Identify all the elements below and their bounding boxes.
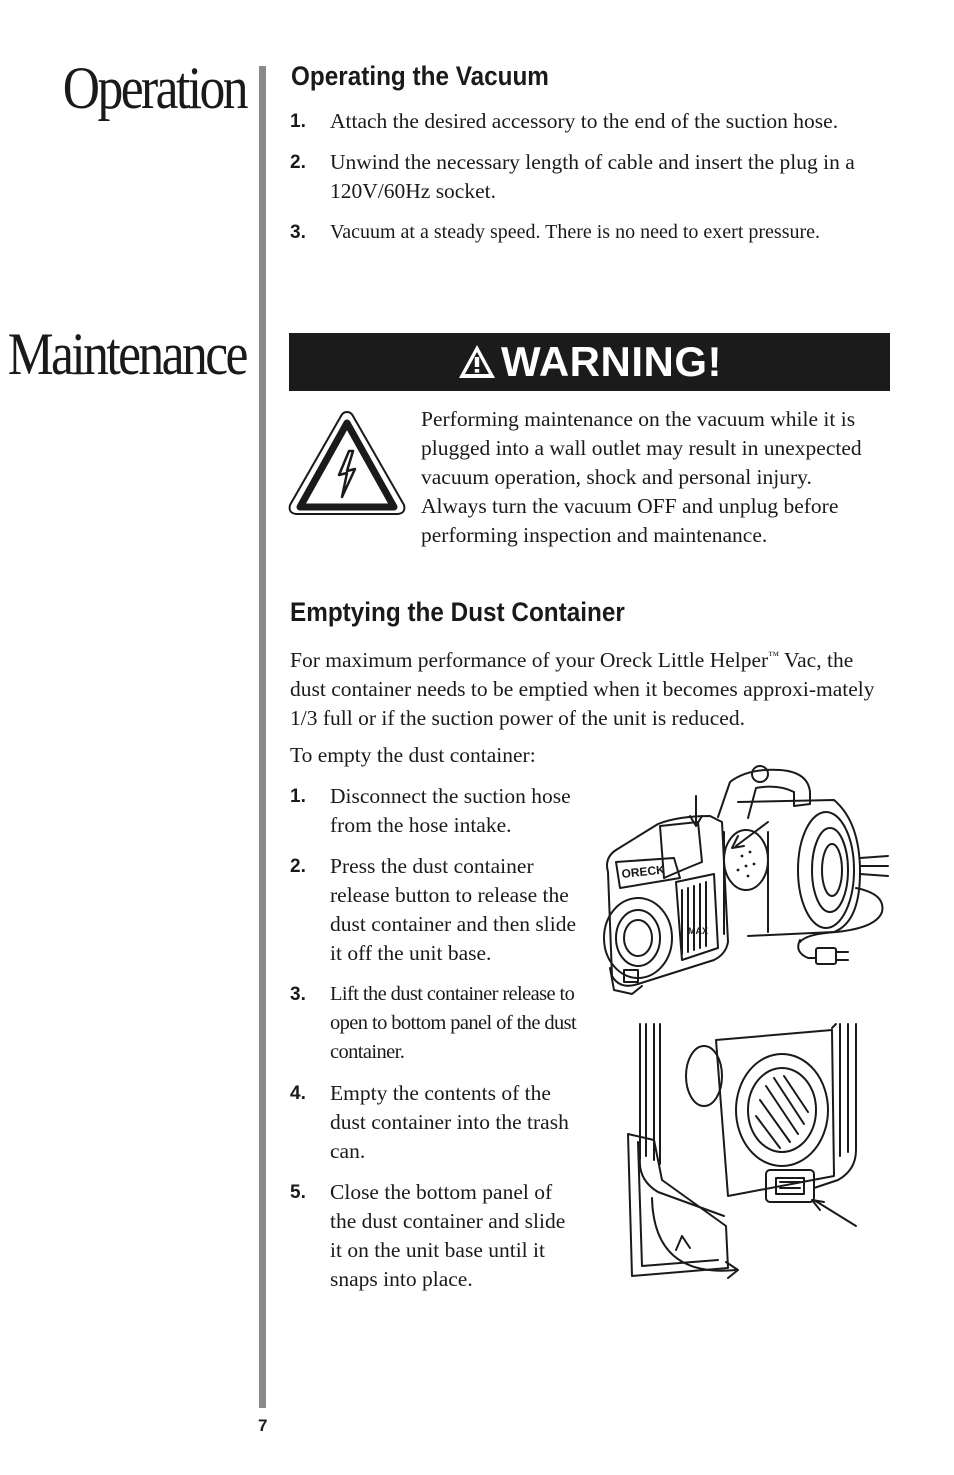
step-number: 2. — [290, 152, 306, 173]
warning-triangle-icon — [457, 343, 497, 381]
emptying-intro — [290, 642, 892, 733]
emptying-lead: To empty the dust container: — [290, 743, 536, 767]
emptying-step-5 — [290, 1178, 580, 1294]
vertical-divider — [259, 66, 266, 1408]
electric-shock-icon — [287, 409, 407, 517]
operating-steps — [290, 107, 880, 247]
step-text: Vacuum at a steady speed. There is no need to exert pressure. — [330, 221, 821, 243]
step-text: Unwind the necessary length of cable and insert the plug in a 120V/60Hz socket. — [330, 150, 855, 203]
emptying-steps — [290, 782, 580, 1294]
emptying-step-3 — [290, 980, 588, 1067]
maintenance-title: Maintenance — [7, 321, 246, 387]
dust-container-open-illustration — [624, 1020, 862, 1282]
vacuum-brand-label: ORECK — [620, 862, 666, 881]
step-number: 1. — [290, 111, 306, 132]
step-text: Press the dust container release button to release the dust container and then slide it off the unit base. — [330, 854, 576, 965]
warning-banner — [289, 333, 890, 391]
step-text: Lift the dust container release to open to bottom panel of the dust container. — [330, 983, 577, 1063]
step-number: 5. — [290, 1182, 306, 1203]
step-text: Disconnect the suction hose from the hose intake. — [330, 784, 571, 837]
step-number: 4. — [290, 1083, 306, 1104]
emptying-step-4 — [290, 1079, 580, 1166]
operating-step-3 — [290, 218, 880, 247]
operating-heading: Operating the Vacuum — [291, 61, 549, 91]
emptying-step-2 — [290, 852, 580, 968]
operating-step-1 — [290, 107, 880, 136]
vacuum-model-label: MAX — [688, 926, 708, 936]
intro-text-start: For maximum performance of your Oreck Little Helper — [290, 648, 769, 673]
emptying-heading: Emptying the Dust Container — [290, 597, 625, 627]
page-number: 7 — [258, 1416, 268, 1435]
warning-text: Performing maintenance on the vacuum while it is plugged into a wall outlet may result in unexpected vacuum operation, shock and personal injury. Always turn the vacuum OFF and unplug before performing inspection and maintenance. — [421, 407, 862, 547]
step-number: 3. — [290, 984, 306, 1005]
vacuum-unit-illustration — [598, 762, 890, 998]
intro-text-end: Vac, the dust container needs to be emptied when it becomes approxi-mately 1/3 full or if the suction power of the unit is reduced. — [290, 648, 875, 731]
emptying-step-1 — [290, 782, 580, 840]
step-number: 2. — [290, 856, 306, 877]
trademark-mark: ™ — [768, 650, 779, 662]
step-text: Close the bottom panel of the dust container and slide it on the unit base until it snaps into place. — [330, 1180, 566, 1291]
warning-label: WARNING! — [501, 338, 722, 385]
step-text: Attach the desired accessory to the end of the suction hose. — [330, 109, 839, 133]
operation-title: Operation — [62, 55, 246, 121]
step-number: 3. — [290, 222, 306, 243]
operating-step-2 — [290, 148, 880, 206]
step-number: 1. — [290, 786, 306, 807]
step-text: Empty the contents of the dust container into the trash can. — [330, 1081, 569, 1163]
